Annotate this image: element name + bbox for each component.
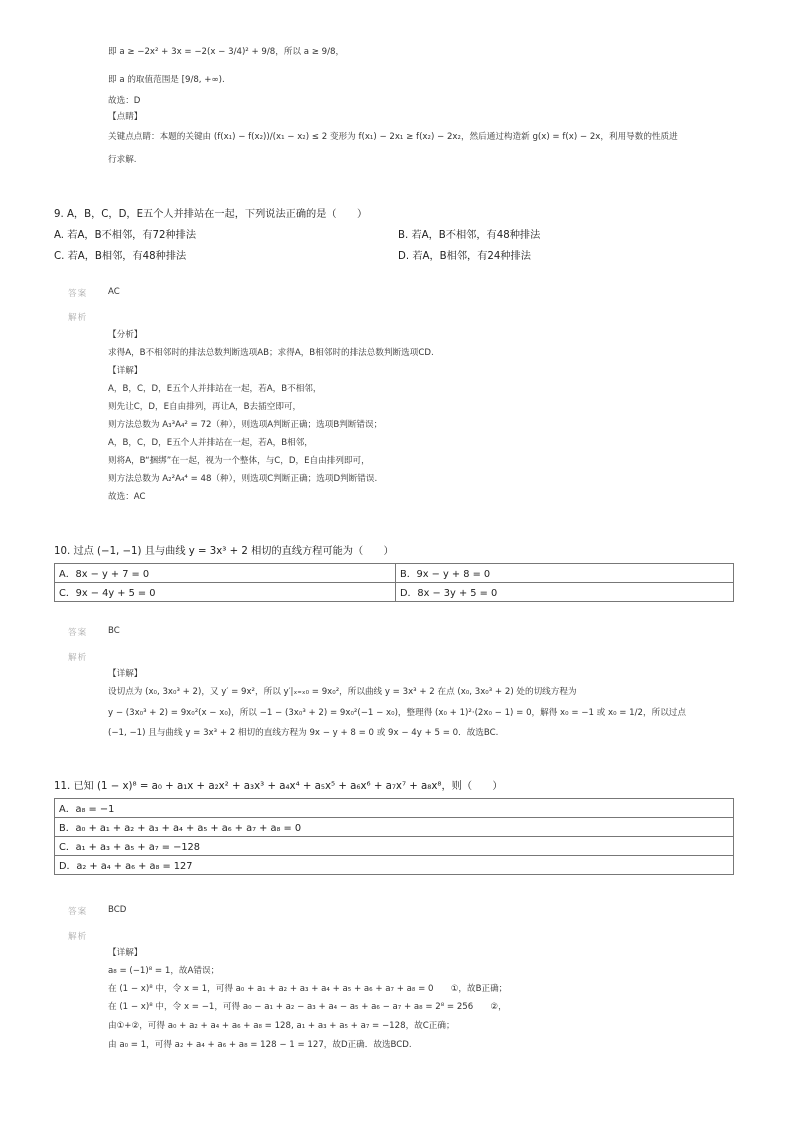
q9-analysis-line: 【详解】 [108, 366, 143, 376]
q11-stem: 11. 已知 (1 − x)⁸ = a₀ + a₁x + a₂x² + a₃x³ + a₄x⁴ + a₅x⁵ + a₆x⁶ + a₇x⁷ + a₈x⁸，则（ ） [54, 781, 503, 792]
q11-answer: BCD [108, 905, 127, 915]
q10-analysis-line: y − (3x₀³ + 2) = 9x₀²(x − x₀)，所以 −1 − (3x₀³ + 2) = 9x₀²(−1 − x₀)，整理得 (x₀ + 1)²·(2x₀ − 1) = 0，解得 x₀ = −1 或 x₀ = 1/2，所以过点 [108, 708, 686, 718]
q9-answer: AC [108, 287, 120, 297]
q9-analysis-line: 【分析】 [108, 330, 143, 340]
prev-solution-comment-tag: 【点睛】 [108, 112, 143, 122]
q9-answer-label: 答案 [68, 289, 88, 299]
q10-option-c: C．9x − 4y + 5 = 0 [55, 583, 396, 602]
prev-solution-comment2: 行求解. [108, 155, 137, 165]
q11-option-b: B．a₀ + a₁ + a₂ + a₃ + a₄ + a₅ + a₆ + a₇ + a₈ = 0 [55, 818, 734, 837]
q10-option-b: B．9x − y + 8 = 0 [396, 564, 734, 583]
q11-options-table [54, 798, 734, 875]
q10-answer: BC [108, 626, 120, 636]
q11-analysis-line: 在 (1 − x)⁸ 中，令 x = 1，可得 a₀ + a₁ + a₂ + a₃ + a₄ + a₅ + a₆ + a₇ + a₈ = 0 ①，故B正确； [108, 984, 508, 994]
q10-analysis-line: (−1, −1) 且与曲线 y = 3x³ + 2 相切的直线方程为 9x − y + 8 = 0 或 9x − 4y + 5 = 0．故选BC. [108, 728, 499, 738]
q9-option-c: C. 若A，B相邻，有48种排法 [54, 251, 187, 262]
q9-analysis-line: 则将A，B“捆绑”在一起，视为一个整体，与C，D，E自由排列即可， [108, 456, 370, 466]
prev-solution-comment1: 关键点点睛：本题的关键由 (f(x₁) − f(x₂))/(x₁ − x₂) ≤ 2 变形为 f(x₁) − 2x₁ ≥ f(x₂) − 2x₂，然后通过构造新 g(x) = f(x) − 2x，利用导数的性质进 [108, 132, 678, 142]
q10-option-d: D．8x − 3y + 5 = 0 [396, 583, 734, 602]
q9-analysis-label: 解析 [68, 313, 88, 323]
q11-analysis-line: 由 a₀ = 1，可得 a₂ + a₄ + a₆ + a₈ = 128 − 1 = 127，故D正确．故选BCD. [108, 1040, 412, 1050]
q9-stem: 9. A，B，C，D，E五个人并排站在一起，下列说法正确的是（ ） [54, 209, 368, 220]
prev-solution-line1: 即 a ≥ −2x² + 3x = −2(x − 3/4)² + 9/8，所以 a ≥ 9/8， [108, 47, 345, 57]
q10-option-a: A．8x − y + 7 = 0 [55, 564, 396, 583]
q11-option-a: A．a₈ = −1 [55, 799, 734, 818]
q9-analysis-line: 则方法总数为 A₂²A₄⁴ = 48（种），则选项C判断正确；选项D判断错误. [108, 474, 378, 484]
q9-analysis-line: A，B，C，D，E五个人并排站在一起，若A，B相邻， [108, 438, 313, 448]
q10-stem: 10. 过点 (−1, −1) 且与曲线 y = 3x³ + 2 相切的直线方程可能为（ ） [54, 546, 394, 557]
q9-analysis-line: 求得A，B不相邻时的排法总数判断选项AB；求得A，B相邻时的排法总数判断选项CD. [108, 348, 434, 358]
q9-analysis-line: 故选：AC [108, 492, 146, 502]
q10-analysis-line: 【详解】 [108, 669, 143, 679]
q9-analysis-line: A，B，C，D，E五个人并排站在一起，若A，B不相邻， [108, 384, 322, 394]
q9-analysis-line: 则方法总数为 A₃³A₄² = 72（种），则选项A判断正确；选项B判断错误； [108, 420, 383, 430]
q10-answer-label: 答案 [68, 628, 88, 638]
q9-option-a: A. 若A，B不相邻，有72种排法 [54, 230, 197, 241]
q10-analysis-label: 解析 [68, 653, 88, 663]
q9-analysis-line: 则先让C，D，E自由排列，再让A，B去插空即可， [108, 402, 302, 412]
prev-solution-line3: 故选：D [108, 96, 141, 106]
q9-option-d: D. 若A，B相邻，有24种排法 [398, 251, 531, 262]
q10-options-table [54, 563, 734, 602]
q11-answer-label: 答案 [68, 907, 88, 917]
q11-analysis-line: a₈ = (−1)⁸ = 1，故A错误； [108, 966, 220, 976]
q11-analysis-line: 【详解】 [108, 948, 143, 958]
q11-analysis-label: 解析 [68, 932, 88, 942]
prev-solution-line2: 即 a 的取值范围是 [9/8, +∞). [108, 75, 225, 85]
q10-analysis-line: 设切点为 (x₀, 3x₀³ + 2)，又 y′ = 9x²，所以 y′|ₓ₌ₓ₀ = 9x₀²，所以曲线 y = 3x³ + 2 在点 (x₀, 3x₀³ + 2) 处的切线方程为 [108, 687, 577, 697]
q11-analysis-line: 由①+②，可得 a₀ + a₂ + a₄ + a₆ + a₈ = 128, a₁ + a₃ + a₅ + a₇ = −128，故C正确； [108, 1021, 455, 1031]
q11-analysis-line: 在 (1 − x)⁸ 中，令 x = −1，可得 a₀ − a₁ + a₂ − a₃ + a₄ − a₅ + a₆ − a₇ + a₈ = 2⁸ = 256 ②， [108, 1002, 507, 1012]
q11-option-c: C．a₁ + a₃ + a₅ + a₇ = −128 [55, 837, 734, 856]
q11-option-d: D．a₂ + a₄ + a₆ + a₈ = 127 [55, 856, 734, 875]
q9-option-b: B. 若A，B不相邻，有48种排法 [398, 230, 541, 241]
